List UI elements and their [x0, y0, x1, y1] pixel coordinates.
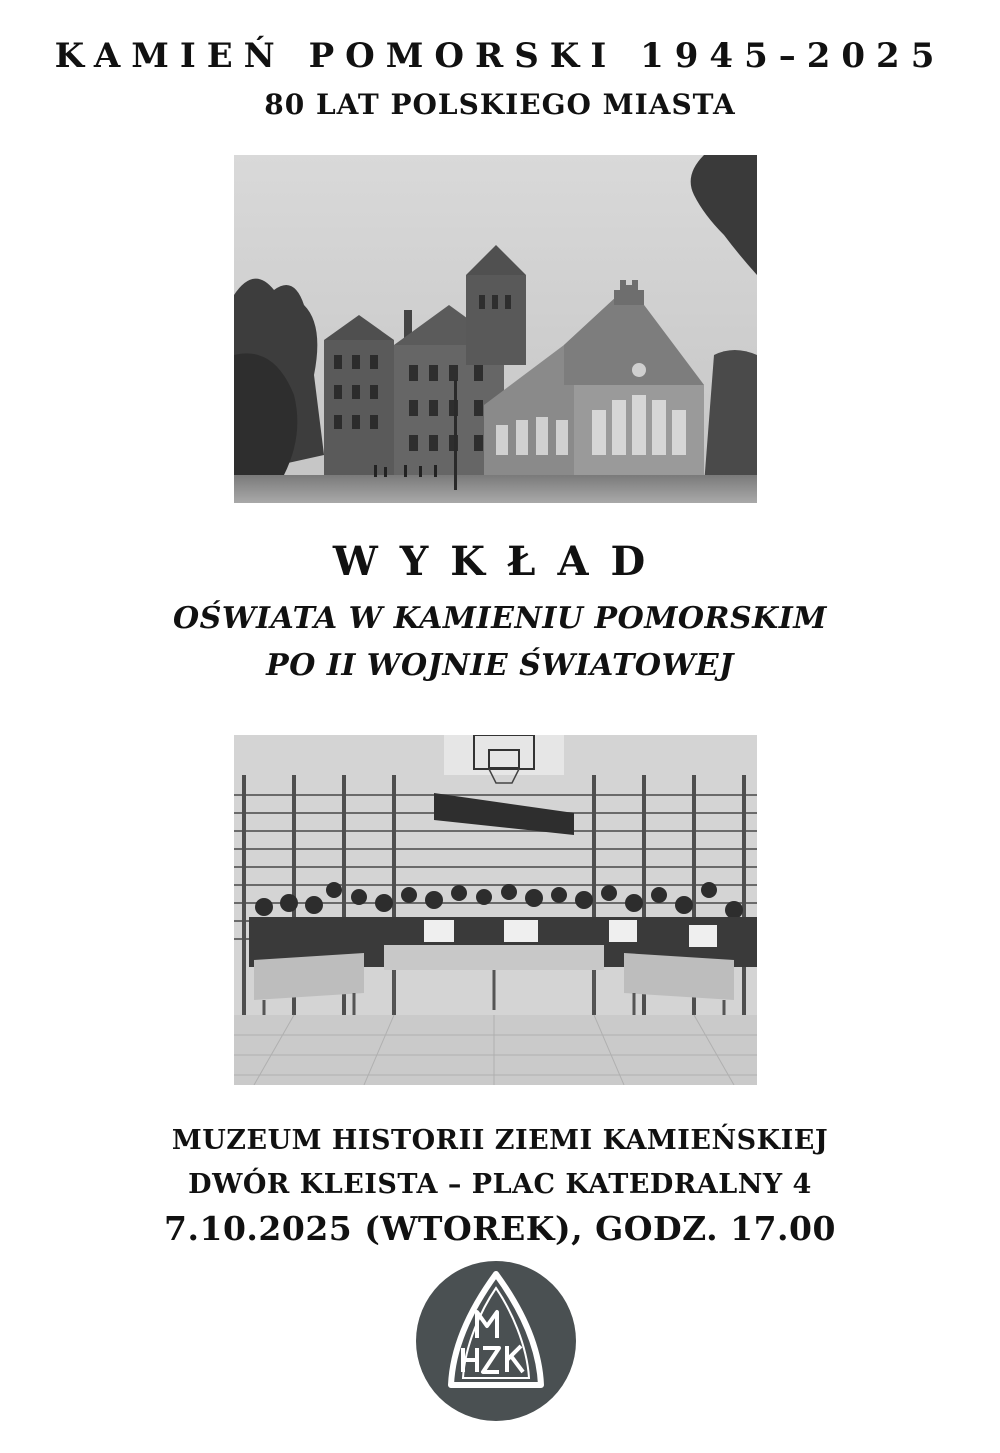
- venue-address: DWÓR KLEISTA – PLAC KATEDRALNY 4: [188, 1169, 812, 1200]
- museum-logo-icon: [415, 1260, 577, 1422]
- poster-subtitle: 80 LAT POLSKIEGO MIASTA: [264, 88, 736, 121]
- historic-school-building-photo: [234, 155, 757, 503]
- poster-title: KAMIEŃ POMORSKI 1945–2025: [54, 36, 946, 76]
- lecture-label: WYKŁAD: [332, 538, 668, 585]
- school-gymnasium-group-photo: [234, 735, 757, 1085]
- venue-name: MUZEUM HISTORII ZIEMI KAMIEŃSKIEJ: [171, 1125, 829, 1156]
- lecture-topic-line2: PO II WOJNIE ŚWIATOWEJ: [266, 648, 734, 683]
- event-datetime: 7.10.2025 (WTOREK), GODZ. 17.00: [164, 1209, 836, 1248]
- lecture-topic-line1: OŚWIATA W KAMIENIU POMORSKIM: [173, 601, 827, 636]
